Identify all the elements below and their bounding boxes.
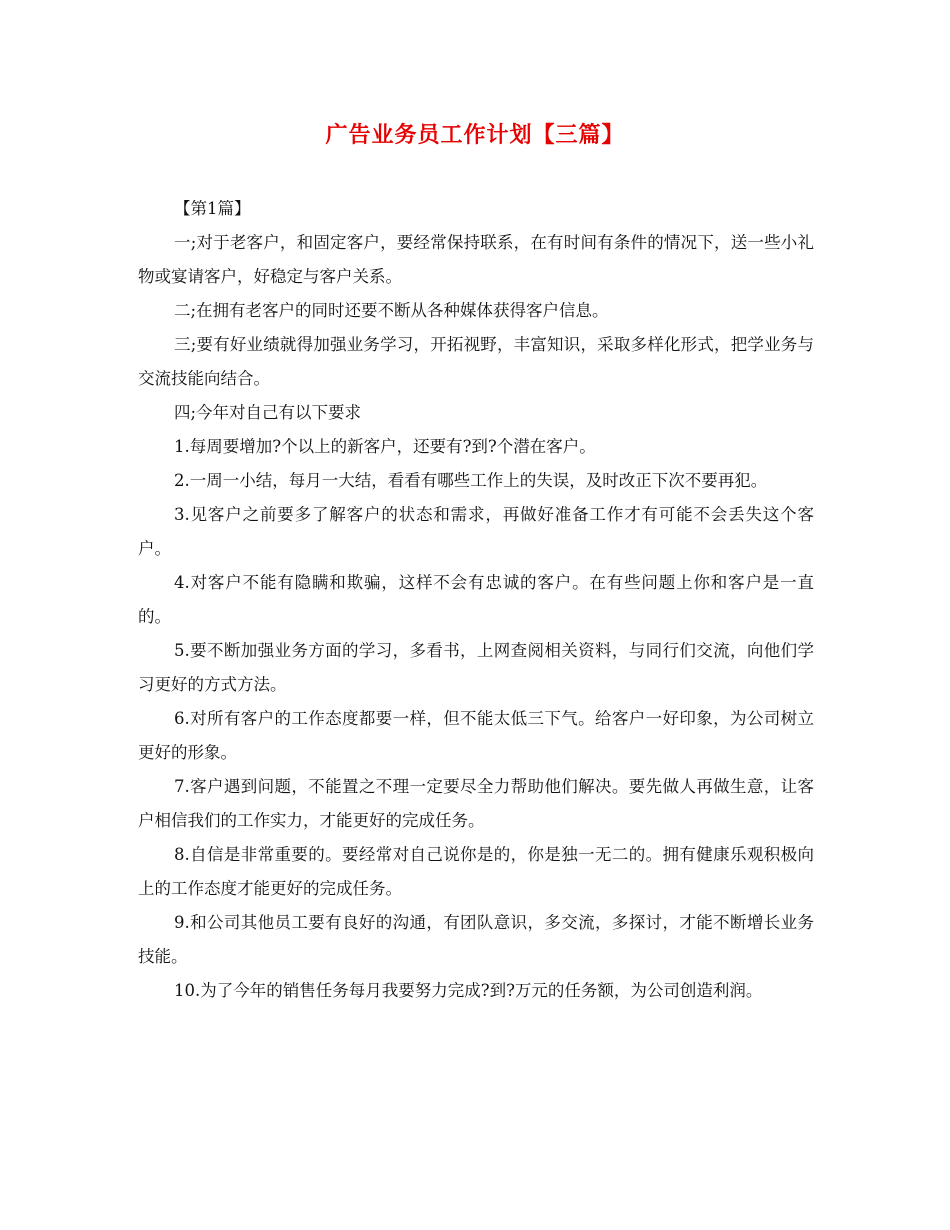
list-item-8: 8.自信是非常重要的。要经常对自己说你是的，你是独一无二的。拥有健康乐观积极向上的工作态度才能更好的完成任务。 xyxy=(138,845,814,898)
paragraph-3: 三;要有好业绩就得加强业务学习，开拓视野，丰富知识，采取多样化形式，把学业务与交流技能向结合。 xyxy=(138,335,814,388)
paragraph-2: 二;在拥有老客户的同时还要不断从各种媒体获得客户信息。 xyxy=(174,301,609,320)
list-item-3: 3.见客户之前要多了解客户的状态和需求，再做好准备工作才有可能不会丢失这个客户。 xyxy=(138,505,814,558)
paragraph-1: 一;对于老客户，和固定客户，要经常保持联系，在有时间有条件的情况下，送一些小礼物或宴请客户，好稳定与客户关系。 xyxy=(138,233,814,286)
list-item-6: 6.对所有客户的工作态度都要一样，但不能太低三下气。给客户一好印象，为公司树立更好的形象。 xyxy=(138,709,814,762)
list-item-7: 7.客户遇到问题，不能置之不理一定要尽全力帮助他们解决。要先做人再做生意，让客户相信我们的工作实力，才能更好的完成任务。 xyxy=(138,777,814,830)
paragraph-section-heading: 【第1篇】 xyxy=(174,199,251,218)
list-item-1: 1.每周要增加?个以上的新客户，还要有?到?个潜在客户。 xyxy=(174,437,596,456)
list-item-4: 4.对客户不能有隐瞒和欺骗，这样不会有忠诚的客户。在有些问题上你和客户是一直的。 xyxy=(138,573,814,626)
list-item-10: 10.为了今年的销售任务每月我要努力完成?到?万元的任务额，为公司创造利润。 xyxy=(174,981,763,1000)
document-body xyxy=(138,192,814,1008)
list-item-9: 9.和公司其他员工要有良好的沟通，有团队意识，多交流，多探讨，才能不断增长业务技能。 xyxy=(138,913,814,966)
list-item-2: 2.一周一小结，每月一大结，看看有哪些工作上的失误，及时改正下次不要再犯。 xyxy=(174,471,768,490)
paragraph-4: 四;今年对自己有以下要求 xyxy=(174,403,362,422)
document-title: 广告业务员工作计划【三篇】 xyxy=(325,122,625,148)
list-item-5: 5.要不断加强业务方面的学习，多看书，上网查阅相关资料，与同行们交流，向他们学习更好的方式方法。 xyxy=(138,641,814,694)
